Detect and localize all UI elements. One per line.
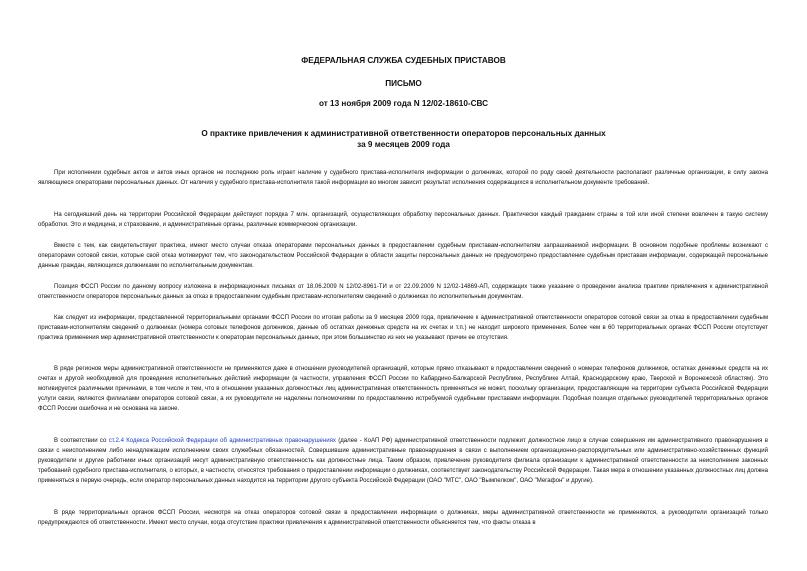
paragraph-8: В ряде территориальных органов ФССП России, несмотря на отказ операторов сотовой связи в предоставлении информации о должниках, меры административной ответственности не применяются, а руководители организаций только предупреждаются об ответственности. Имеют место случаи, когда отсутствие практики привлечения к административной ответственности объясняется тем, что факты отказа в [38,510,768,526]
paragraph-5: Как следует из информации, представленной территориальными органами ФССП России по итогам работы за 9 месяцев 2009 года, привлечение к административной ответственности операторов сотовой связи за отказ в предоставлении судебным приставам-исполнителям сведений о должниках (номера сотовых телефонов должников, данные об остатках денежных средств на их счетах и т.п.) не находит широкого применения. Более чем в 60 территориальных органах ФССП России отсутствует практика применения мер административной ответственности к операторам персональных данных, при этом большинство из них не указывают причин ее отсутствия. [38,315,768,341]
paragraph-7-intro: В соответствии со [54,438,109,444]
subject-line-1: О практике привлечения к административной ответственности операторов персональных данных [201,129,606,138]
paragraph-7 [38,436,768,486]
document-type-heading: ПИСЬМО [385,79,422,88]
agency-heading: ФЕДЕРАЛЬНАЯ СЛУЖБА СУДЕБНЫХ ПРИСТАВОВ [301,56,506,65]
paragraph-7-body: (далее - КоАП РФ) административной ответственности подлежит должностное лицо в случае совершения им административного правонарушения в связи с неисполнением либо ненадлежащим исполнением своих служебных обязанностей. Совершившие административные правонарушения в связи с выполнением организационно-распорядительных или административно-хозяйственных функций руководители и другие работники иных организаций несут административную ответственность как должностные лица. Таким образом, привлечение руководителя филиала организации к административной ответственности за неисполнение законных требований судебного пристава-исполнителя, о которых, в частности, относятся требования о предоставлении информации о должниках, соответствует законодательству Российской Федерации. Такая мера в отношении указанных должностных лиц должна применяться в первую очередь, если оператор персональных данных находится на территории другого субъекта Российской Федерации (ОАО "МТС", ОАО "Вымпелком", ОАО "Мегафон" и другие). [38,438,769,484]
subject-line-2: за 9 месяцев 2009 года [357,140,450,149]
paragraph-2: На сегодняшний день на территории Российской Федерации действуют порядка 7 млн. организаций, осуществляющих обработку персональных данных. Практически каждый гражданин страны в той или иной степени вовлечен в такую систему обработки. Это и медицина, и страхование, и административные органы, различные коммерческие организации. [38,212,768,228]
paragraph-4: Позиция ФССП России по данному вопросу изложена в информационных письмах от 18.06.2009 N 12/02-8961-ТИ и от 22.09.2009 N 12/02-14869-АП, содержащих также указание о проведении анализа практики привлечения к административной ответственности операторов персональных данных за отказ в предоставлении судебным приставам-исполнителям сведений о должниках по исполнительным документам. [38,284,768,300]
paragraph-3: Вместе с тем, как свидетельствует практика, имеют место случаи отказа операторами персональных данных в предоставлении судебным приставам-исполнителям запрашиваемой информации. В основном подобные проблемы возникают с операторами сотовой связи, которые свой отказ мотивируют тем, что законодательством Российской Федерации в области защиты персональных данных не предусмотрено предоставление судебным приставам информации, содержащей персональные данные граждан, являющихся должниками по исполнительным документам. [38,243,768,269]
paragraph-6: В ряде регионов меры административной ответственности не применяются даже в отношении руководителей организаций, которые прямо отказывают в предоставлении сведений о номерах телефонов должников, остатках денежных средств на их счетах и другой необходимой для проведения исполнительных действий информации (в частности, управления ФССП России по Кабардино-Балкарской Республике, Республике Алтай, Краснодарскому краю, Тверской и Воронежской областям). Это мотивируется различными причинами, в том числе и тем, что в отношении указанных должностных лиц административная ответственность применяться не может, поскольку организации, предоставляющие на территории субъекта Российской Федерации услуги связи, являются филиалами операторов сотовой связи, а их руководители не наделены полномочиями по предоставлению истребуемой судебными приставами информации. Подобная позиция отдельных руководителей территориальных органов ФССП России ошибочна и не основана на законе. [38,366,768,412]
koap-article-link[interactable]: ст.2.4 Кодекса Российской Федерации об административных правонарушениях [108,438,336,444]
paragraph-1: При исполнении судебных актов и актов иных органов не последнюю роль играет наличие у судебного пристава-исполнителя информации о должниках, которой по роду своей деятельности располагают различные организации, в силу закона являющиеся операторами персональных данных. От наличия у судебного пристава-исполнителя такой информации во многом зависит результат исполнения содержащихся в исполнительном документе требований. [38,170,768,186]
document-subject [120,128,687,150]
date-number-heading: от 13 ноября 2009 года N 12/02-18610-СВС [318,99,489,108]
